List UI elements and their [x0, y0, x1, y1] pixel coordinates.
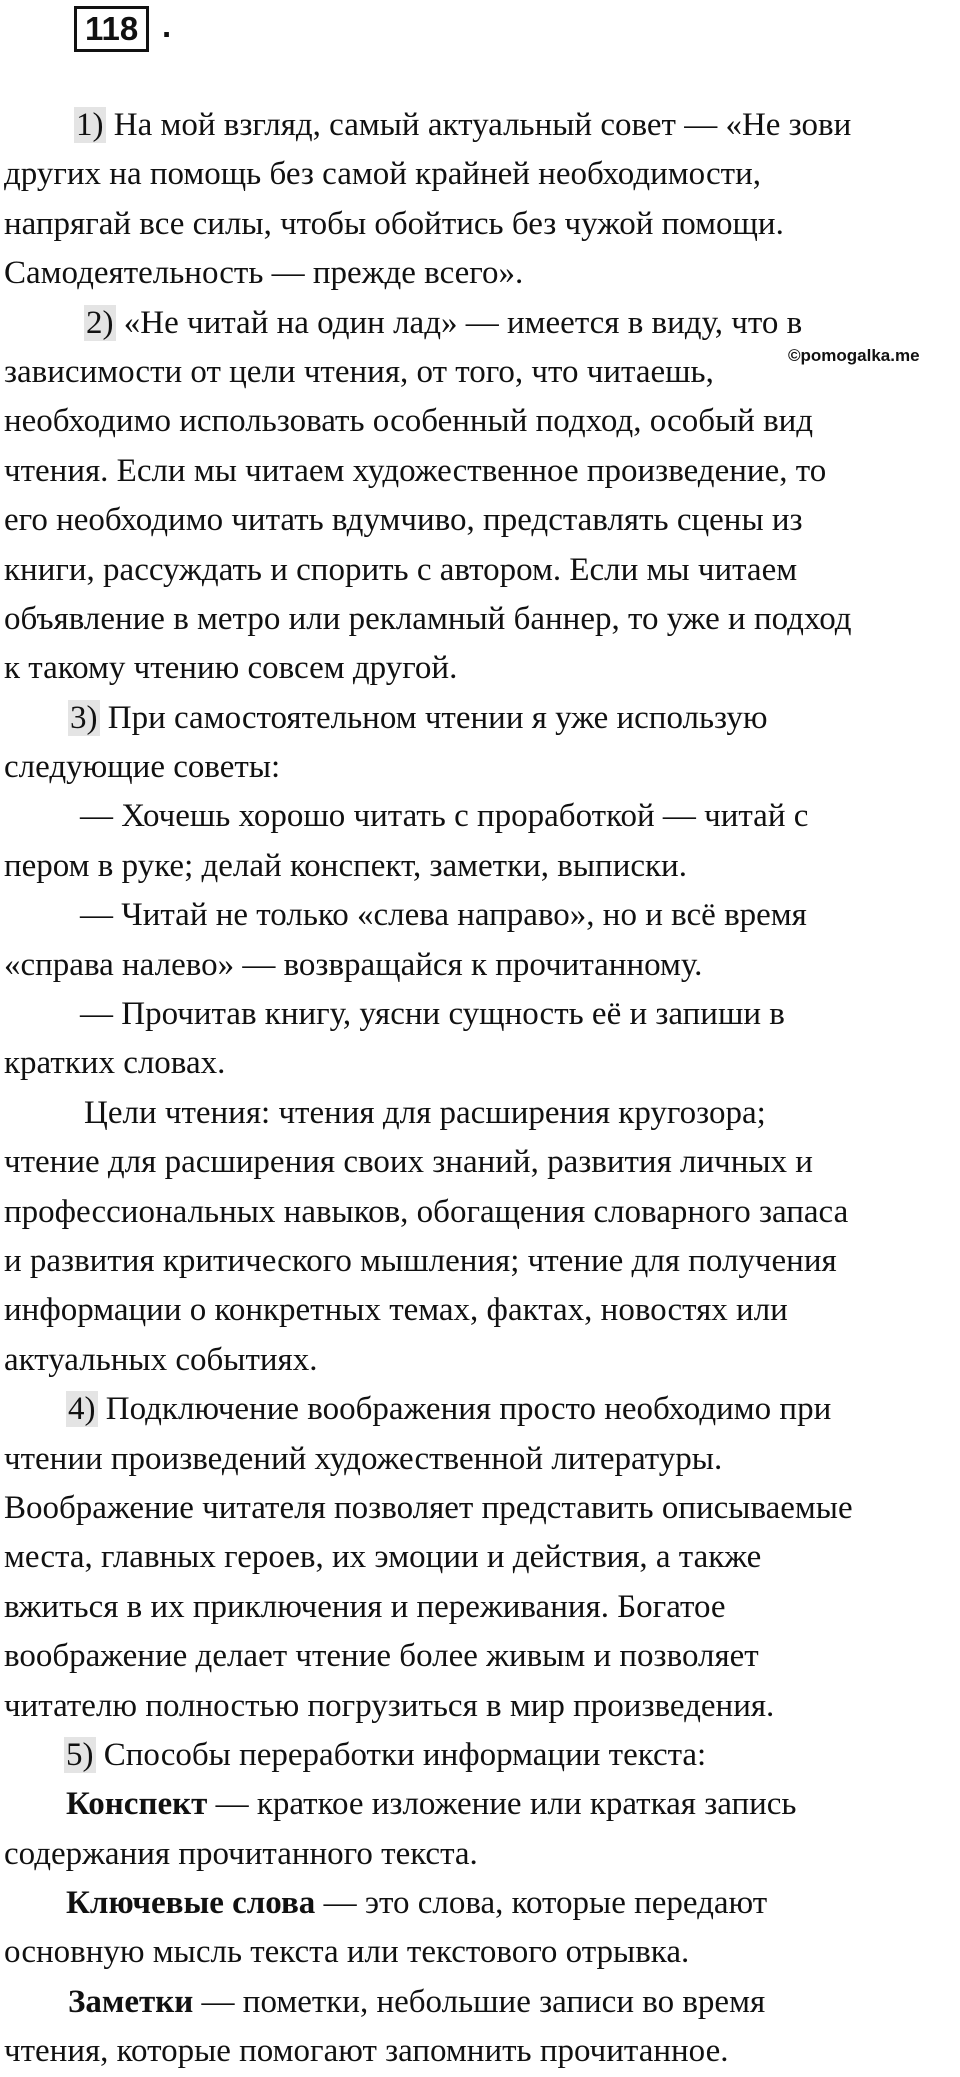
text-line: чтения, которые помогают запомнить прочитанное.: [4, 2033, 729, 2070]
text-line: 3) При самостоятельном чтении я уже использую: [70, 699, 768, 736]
item-number: 5): [66, 1736, 94, 1773]
text-line: профессиональных навыков, обогащения словарного запаса: [4, 1193, 849, 1230]
text-line: Конспект — краткое изложение или краткая запись: [66, 1786, 797, 1823]
advice-item: [4, 990, 954, 1089]
text-line: «справа налево» — возвращайся к прочитанному.: [4, 946, 703, 983]
text-line: содержания прочитанного текста.: [4, 1835, 478, 1872]
item-number: 2): [86, 304, 114, 341]
task-number-dot: .: [162, 7, 172, 44]
text-line: места, главных героев, их эмоции и действия, а также: [4, 1539, 762, 1576]
text-line: напрягай все силы, чтобы обойтись без чужой помощи.: [4, 205, 784, 242]
text-line: 2) «Не читай на один лад» — имеется в виду, что в: [86, 304, 803, 341]
text-line: 4) Подключение воображения просто необходимо при: [68, 1391, 832, 1428]
text-line: информации о конкретных темах, фактах, новостях или: [4, 1292, 788, 1329]
text-line: следующие советы:: [4, 749, 281, 786]
paragraph-2: [4, 299, 954, 694]
text-line: необходимо использовать особенный подход, особый вид: [4, 403, 814, 440]
task-number: 118: [85, 10, 139, 47]
paragraph-1: [4, 101, 954, 299]
item-number: 3): [70, 699, 98, 736]
term-definition: [4, 1780, 954, 1879]
text-line: и развития критического мышления; чтение для получения: [4, 1242, 837, 1279]
text-line: других на помощь без самой крайней необходимости,: [4, 156, 761, 193]
text-line: книги, рассуждать и спорить с автором. Если мы читаем: [4, 551, 798, 588]
text-line: к такому чтению совсем другой.: [4, 650, 458, 687]
advice-item: [4, 792, 954, 891]
text-line: 1) На мой взгляд, самый актуальный совет — «Не зови: [76, 107, 852, 143]
text-line: его необходимо читать вдумчиво, представлять сцены из: [4, 502, 803, 539]
paragraph-5: [4, 1731, 954, 1780]
text-line: чтение для расширения своих знаний, развития личных и: [4, 1144, 813, 1181]
paragraph-3: [4, 694, 954, 793]
text-line: — Прочитав книгу, уясни сущность её и запиши в: [80, 996, 785, 1033]
term: Конспект: [66, 1786, 208, 1823]
text-line: пером в руке; делай конспект, заметки, выписки.: [4, 847, 687, 884]
paragraph-4: [4, 1385, 954, 1731]
text-line: Заметки — пометки, небольшие записи во время: [68, 1983, 766, 2020]
answer-text: [4, 101, 954, 2077]
advice-item: [4, 891, 954, 990]
text-line: Самодеятельность — прежде всего».: [4, 255, 524, 292]
text-line: чтении произведений художественной литературы.: [4, 1440, 723, 1477]
text-line: воображение делает чтение более живым и позволяет: [4, 1638, 759, 1675]
text-line: Цели чтения: чтения для расширения кругозора;: [84, 1094, 766, 1131]
term-definition: [4, 1978, 954, 2077]
text-line: 5) Способы переработки информации текста:: [66, 1736, 707, 1773]
term: Заметки: [68, 1983, 194, 2020]
text-line: Воображение читателя позволяет представить описываемые: [4, 1489, 853, 1526]
text-line: объявление в метро или рекламный баннер, то уже и подход: [4, 600, 852, 637]
text-line: основную мысль текста или текстового отрывка.: [4, 1934, 690, 1971]
text-line: читателю полностью погрузиться в мир произведения.: [4, 1687, 775, 1724]
text-line: вжиться в их приключения и переживания. Богатое: [4, 1588, 726, 1625]
text-line: актуальных событиях.: [4, 1341, 318, 1378]
text-line: кратких словах.: [4, 1045, 226, 1082]
item-number: 4): [68, 1391, 96, 1428]
task-number-box: [74, 6, 149, 52]
term-definition: [4, 1879, 954, 1978]
watermark: ©pomogalka.me: [788, 346, 920, 365]
reading-goals-paragraph: [4, 1089, 954, 1385]
text-line: — Хочешь хорошо читать с проработкой — читай с: [80, 798, 809, 835]
text-line: Ключевые слова — это слова, которые передают: [66, 1885, 768, 1922]
text-line: зависимости от цели чтения, от того, что читаешь,: [4, 353, 714, 390]
term: Ключевые слова: [66, 1885, 316, 1922]
item-number: 1): [76, 107, 104, 143]
text-line: чтения. Если мы читаем художественное произведение, то: [4, 452, 827, 489]
text-line: — Читай не только «слева направо», но и всё время: [80, 897, 807, 934]
